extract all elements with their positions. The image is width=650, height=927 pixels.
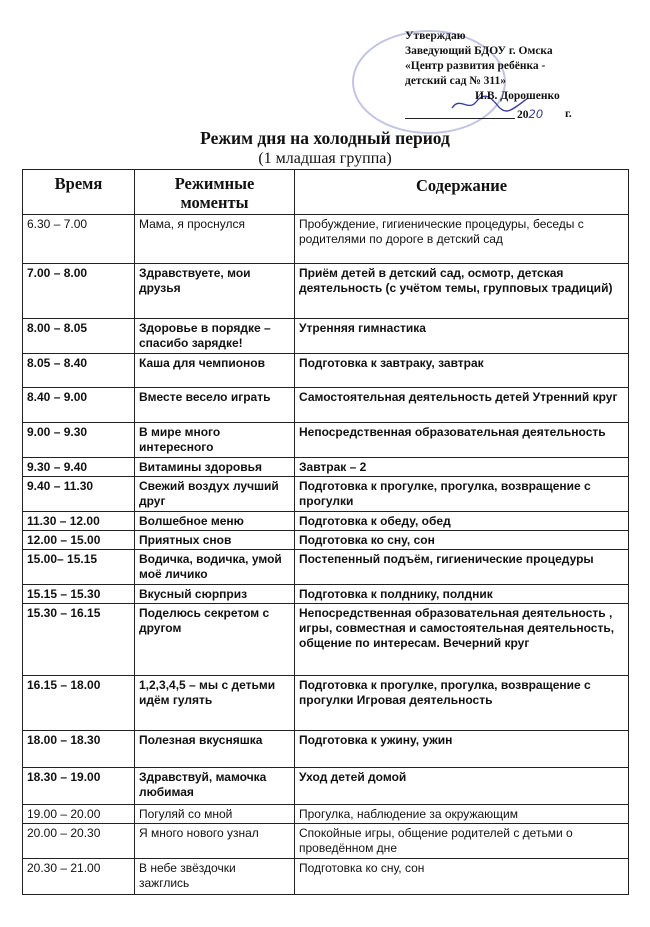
table-row: [23, 215, 629, 264]
header-time: Время: [23, 170, 135, 215]
table-row: [23, 585, 629, 604]
cell-time: 6.30 – 7.00: [23, 215, 135, 264]
cell-time: 15.30 – 16.15: [23, 604, 135, 676]
year-suffix: г.: [565, 108, 572, 120]
cell-content: Подготовка к завтраку, завтрак: [295, 354, 629, 388]
table-row: [23, 604, 629, 676]
cell-content: Уход детей домой: [295, 768, 629, 805]
cell-content: Самостоятельная деятельность детей Утренний круг: [295, 388, 629, 423]
cell-moment: Полезная вкусняшка: [135, 731, 295, 768]
year-prefix: 20: [517, 109, 529, 121]
cell-content: Непосредственная образовательная деятельность , игры, совместная и самостоятельная деятельность, общение по интересам. Вечерний круг: [295, 604, 629, 676]
cell-content: Подготовка ко сну, сон: [295, 531, 629, 550]
cell-moment: Вкусный сюрприз: [135, 585, 295, 604]
cell-moment: Витамины здоровья: [135, 458, 295, 477]
cell-moment: Погуляй со мной: [135, 805, 295, 824]
approval-position: Заведующий БДОУ г. Омска: [405, 45, 553, 57]
cell-content: Подготовка к ужину, ужин: [295, 731, 629, 768]
cell-time: 8.05 – 8.40: [23, 354, 135, 388]
date-signature-line: [405, 118, 515, 119]
table-row: [23, 264, 629, 319]
cell-time: 9.40 – 11.30: [23, 477, 135, 512]
table-row: [23, 824, 629, 859]
cell-moment: В небе звёздочки зажглись: [135, 859, 295, 895]
page-title: Режим дня на холодный период: [200, 128, 450, 148]
table-row: [23, 319, 629, 354]
table-header-row: [23, 170, 629, 215]
approval-org-line2: детский сад № 311»: [405, 75, 507, 87]
cell-moment: Волшебное меню: [135, 512, 295, 531]
cell-moment: Здравствуете, мои друзья: [135, 264, 295, 319]
cell-content: Прогулка, наблюдение за окружающим: [295, 805, 629, 824]
cell-moment: 1,2,3,4,5 – мы с детьми идём гулять: [135, 676, 295, 731]
cell-time: 7.00 – 8.00: [23, 264, 135, 319]
cell-time: 19.00 – 20.00: [23, 805, 135, 824]
cell-content: Приём детей в детский сад, осмотр, детская деятельность (с учётом темы, групповых традиций): [295, 264, 629, 319]
schedule-table: [22, 169, 629, 895]
page-subtitle: (1 младшая группа): [258, 150, 392, 167]
cell-moment: Поделюсь секретом с другом: [135, 604, 295, 676]
cell-moment: Мама, я проснулся: [135, 215, 295, 264]
cell-time: 12.00 – 15.00: [23, 531, 135, 550]
header-content: Содержание: [295, 170, 629, 215]
cell-time: 16.15 – 18.00: [23, 676, 135, 731]
cell-moment: Вместе весело играть: [135, 388, 295, 423]
approval-block: [405, 29, 645, 123]
table-row: [23, 531, 629, 550]
director-name: И.В. Дорошенко: [475, 90, 560, 102]
header-moments: Режимные моменты: [135, 170, 295, 215]
cell-time: 8.40 – 9.00: [23, 388, 135, 423]
cell-time: 11.30 – 12.00: [23, 512, 135, 531]
cell-content: Подготовка к прогулке, прогулка, возвращение с прогулки: [295, 477, 629, 512]
cell-moment: В мире много интересного: [135, 423, 295, 458]
cell-time: 20.30 – 21.00: [23, 859, 135, 895]
cell-time: 20.00 – 20.30: [23, 824, 135, 859]
cell-content: Непосредственная образовательная деятельность: [295, 423, 629, 458]
cell-moment: Каша для чемпионов: [135, 354, 295, 388]
table-row: [23, 805, 629, 824]
table-row: [23, 859, 629, 895]
cell-content: Утренняя гимнастика: [295, 319, 629, 354]
table-row: [23, 512, 629, 531]
cell-moment: Здоровье в порядке – спасибо зарядке!: [135, 319, 295, 354]
cell-time: 8.00 – 8.05: [23, 319, 135, 354]
table-row: [23, 550, 629, 585]
cell-content: Завтрак – 2: [295, 458, 629, 477]
approval-heading: Утверждаю: [405, 30, 466, 42]
table-row: [23, 423, 629, 458]
cell-content: Подготовка к полднику, полдник: [295, 585, 629, 604]
cell-time: 15.15 – 15.30: [23, 585, 135, 604]
table-row: [23, 676, 629, 731]
cell-content: Пробуждение, гигиенические процедуры, беседы с родителями по дороге в детский сад: [295, 215, 629, 264]
approval-date-row: [405, 107, 645, 123]
cell-time: 18.30 – 19.00: [23, 768, 135, 805]
table-row: [23, 354, 629, 388]
cell-time: 9.30 – 9.40: [23, 458, 135, 477]
table-row: [23, 731, 629, 768]
cell-content: Подготовка к обеду, обед: [295, 512, 629, 531]
cell-content: Постепенный подъём, гигиенические процедуры: [295, 550, 629, 585]
cell-moment: Приятных снов: [135, 531, 295, 550]
cell-time: 9.00 – 9.30: [23, 423, 135, 458]
table-row: [23, 458, 629, 477]
cell-time: 18.00 – 18.30: [23, 731, 135, 768]
table-row: [23, 477, 629, 512]
table-row: [23, 768, 629, 805]
cell-content: Подготовка ко сну, сон: [295, 859, 629, 895]
year-handwritten: 20: [528, 107, 544, 121]
cell-content: Спокойные игры, общение родителей с детьми о проведённом дне: [295, 824, 629, 859]
cell-moment: Здравствуй, мамочка любимая: [135, 768, 295, 805]
approval-year: [517, 107, 543, 123]
cell-content: Подготовка к прогулке, прогулка, возвращение с прогулки Игровая деятельность: [295, 676, 629, 731]
cell-time: 15.00– 15.15: [23, 550, 135, 585]
director-row: [405, 89, 645, 105]
cell-moment: Свежий воздух лучший друг: [135, 477, 295, 512]
table-row: [23, 388, 629, 423]
cell-moment: Я много нового узнал: [135, 824, 295, 859]
cell-moment: Водичка, водичка, умой моё личико: [135, 550, 295, 585]
approval-org-line1: «Центр развития ребёнка -: [405, 60, 546, 72]
